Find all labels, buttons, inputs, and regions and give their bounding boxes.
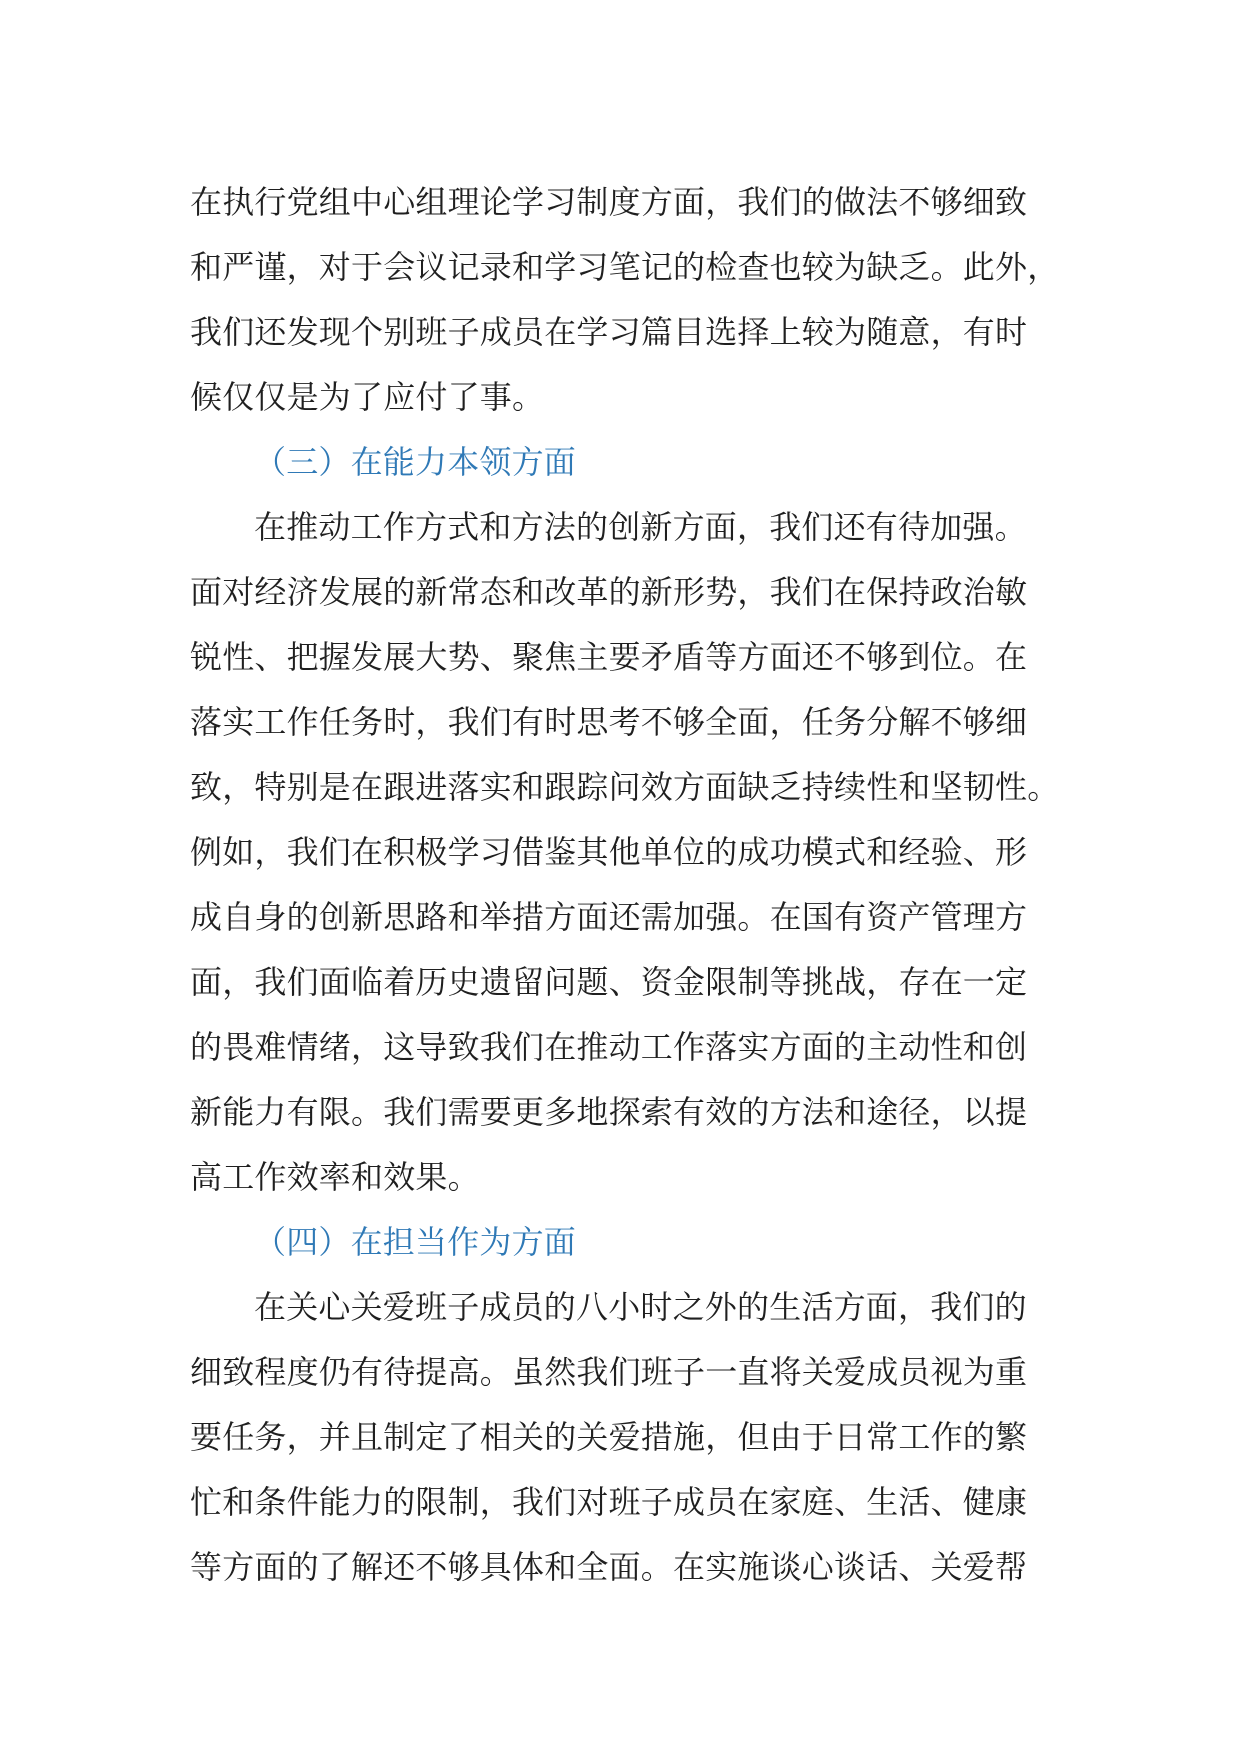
text-line: 在推动工作方式和方法的创新方面，我们还有待加强。 [254, 508, 1027, 546]
text-line: 例如，我们在积极学习借鉴其他单位的成功模式和经验、形 [190, 833, 1028, 871]
paragraph-care [190, 1275, 1050, 1600]
text-line: 细致程度仍有待提高。虽然我们班子一直将关爱成员视为重 [190, 1353, 1028, 1391]
text-line: 面对经济发展的新常态和改革的新形势，我们在保持政治敏 [190, 573, 1028, 611]
text-line: 高工作效率和效果。 [190, 1158, 480, 1196]
paragraph-study-system [190, 170, 1060, 430]
text-line: 落实工作任务时，我们有时思考不够全面，任务分解不够细 [190, 703, 1028, 741]
text-line: 的畏难情绪，这导致我们在推动工作落实方面的主动性和创 [190, 1028, 1028, 1066]
section-heading-ability: （三）在能力本领方面 [254, 443, 577, 481]
document-page [190, 170, 1060, 1600]
text-line: 等方面的了解还不够具体和全面。在实施谈心谈话、关爱帮 [190, 1548, 1028, 1586]
text-line: 在关心关爱班子成员的八小时之外的生活方面，我们的 [254, 1288, 1027, 1326]
text-line: 面，我们面临着历史遗留问题、资金限制等挑战，存在一定 [190, 963, 1028, 1001]
text-line: 致，特别是在跟进落实和跟踪问效方面缺乏持续性和坚韧性。 [190, 768, 1060, 806]
section-heading-responsibility: （四）在担当作为方面 [254, 1223, 577, 1261]
text-line: 和严谨，对于会议记录和学习笔记的检查也较为缺乏。此外， [190, 248, 1060, 286]
text-line: 我们还发现个别班子成员在学习篇目选择上较为随意，有时 [190, 313, 1028, 351]
paragraph-innovation [190, 495, 1060, 1210]
text-line: 锐性、把握发展大势、聚焦主要矛盾等方面还不够到位。在 [190, 638, 1028, 676]
text-line: 忙和条件能力的限制，我们对班子成员在家庭、生活、健康 [190, 1483, 1028, 1521]
text-line: 候仅仅是为了应付了事。 [190, 378, 545, 416]
text-line: 成自身的创新思路和举措方面还需加强。在国有资产管理方 [190, 898, 1028, 936]
text-line: 新能力有限。我们需要更多地探索有效的方法和途径，以提 [190, 1093, 1028, 1131]
text-line: 在执行党组中心组理论学习制度方面，我们的做法不够细致 [190, 183, 1028, 221]
text-line: 要任务，并且制定了相关的关爱措施，但由于日常工作的繁 [190, 1418, 1028, 1456]
